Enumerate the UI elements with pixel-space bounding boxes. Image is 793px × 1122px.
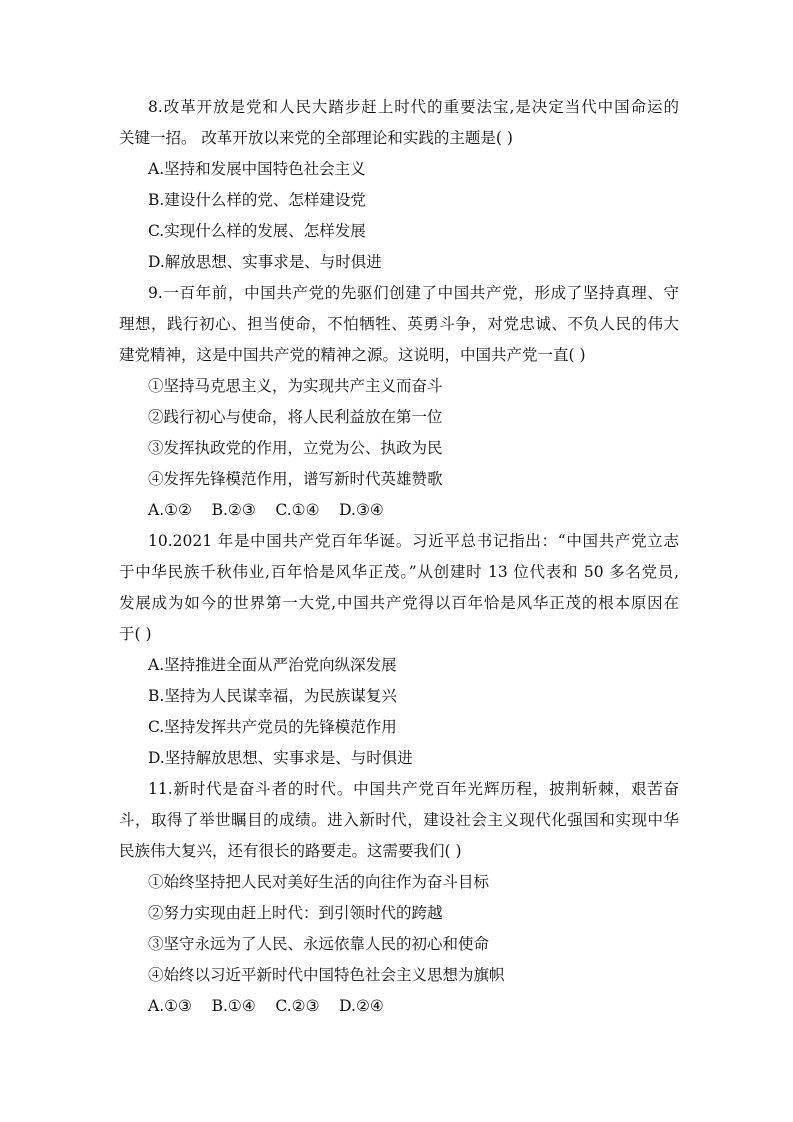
question-11-stem-line-2: 斗，取得了举世瞩目的成绩。进入新时代，建设社会主义现代化强国和实现中华: [119, 811, 679, 829]
question-9-choices: A.①② B.②③ C.①④ D.③④: [148, 501, 384, 519]
question-9-statement-2: ②践行初心与使命，将人民利益放在第一位: [148, 408, 443, 426]
question-11-statement-3: ③坚守永远为了人民、永远依靠人民的初心和使命: [148, 935, 490, 953]
question-10-stem-line-4: 于( ): [119, 625, 152, 643]
question-9: [119, 278, 679, 526]
question-8-stem-line-2: 关键一招。 改革开放以来党的全部理论和实践的主题是( ): [119, 129, 513, 147]
question-9-statement-4: ④发挥先锋模范作用，谱写新时代英雄赞歌: [148, 470, 443, 488]
question-9-stem-line-1: 9.一百年前，中国共产党的先驱们创建了中国共产党，形成了坚持真理、守: [148, 284, 679, 302]
question-8-option-d: D.解放思想、实事求是、与时俱进: [148, 253, 382, 271]
question-10-stem-line-3: 发展成为如今的世界第一大党,中国共产党得以百年恰是风华正茂的根本原因在: [119, 594, 679, 612]
question-11-statement-4: ④始终以习近平新时代中国特色社会主义思想为旗帜: [148, 966, 505, 984]
question-10-option-a: A.坚持推进全面从严治党向纵深发展: [148, 656, 397, 674]
question-8-stem-line-1: 8.改革开放是党和人民大踏步赶上时代的重要法宝,是决定当代中国命运的: [148, 98, 679, 116]
question-8-option-c: C.实现什么样的发展、怎样发展: [148, 222, 366, 240]
question-10-option-b: B.坚持为人民谋幸福，为民族谋复兴: [148, 687, 397, 705]
question-11-statement-1: ①始终坚持把人民对美好生活的向往作为奋斗目标: [148, 873, 490, 891]
question-8: [119, 92, 679, 278]
question-10: [119, 526, 679, 774]
question-9-stem-line-2: 理想，践行初心、担当使命，不怕牺牲、英勇斗争，对党忠诚、不负人民的伟大: [119, 315, 679, 333]
question-8-option-a: A.坚持和发展中国特色社会主义: [148, 160, 366, 178]
question-10-option-c: C.坚持发挥共产党员的先锋模范作用: [148, 718, 397, 736]
question-list: [119, 92, 679, 1022]
question-11-stem-line-3: 民族伟大复兴，还有很长的路要走。这需要我们( ): [119, 842, 462, 860]
question-9-statement-3: ③发挥执政党的作用，立党为公、执政为民: [148, 439, 443, 457]
question-8-option-b: B.建设什么样的党、怎样建设党: [148, 191, 366, 209]
question-10-stem-line-1: 10.2021 年是中国共产党百年华诞。习近平总书记指出：“中国共产党立志: [148, 532, 679, 550]
question-11-statement-2: ②努力实现由赶上时代：到引领时代的跨越: [148, 904, 443, 922]
question-9-stem-line-3: 建党精神，这是中国共产党的精神之源。这说明，中国共产党一直( ): [119, 346, 586, 364]
question-10-option-d: D.坚持解放思想、实事求是、与时俱进: [148, 749, 413, 767]
question-10-stem-line-2: 于中华民族千秋伟业,百年恰是风华正茂。”从创建时 13 位代表和 50 多名党员,: [119, 563, 679, 581]
question-9-statement-1: ①坚持马克思主义，为实现共产主义而奋斗: [148, 377, 443, 395]
question-11-choices: A.①③ B.①④ C.②③ D.②④: [148, 997, 384, 1015]
question-11: [119, 774, 679, 1022]
question-11-stem-line-1: 11.新时代是奋斗者的时代。中国共产党百年光辉历程，披荆斩棘，艰苦奋: [148, 780, 679, 798]
